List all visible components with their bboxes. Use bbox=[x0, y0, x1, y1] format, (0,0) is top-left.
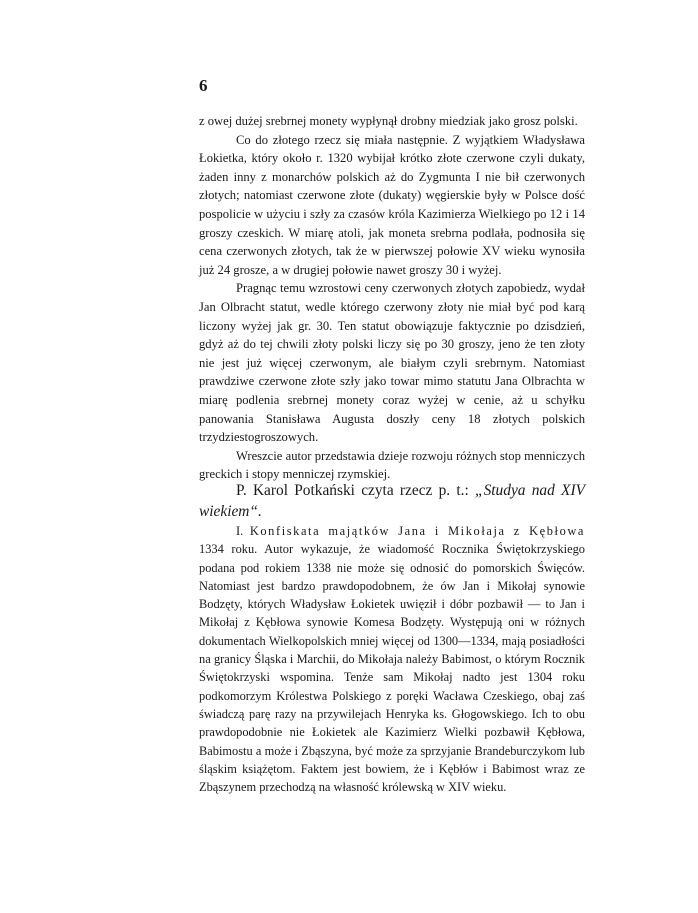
heading-title: „Studya nad XIV wiekiem“. bbox=[199, 482, 585, 520]
section-spaced-title: Konfiskata majątków Jana i Mikołaja z Kębłowa bbox=[249, 524, 586, 538]
page-number: 6 bbox=[199, 76, 208, 95]
section-body: 1334 roku. Autor wykazuje, że wiadomość Rocznika Świętokrzyskiego podana pod rokiem 1338 nie może się odnosić do pomorskich Święców. Natomiast jest bardzo prawdopodobnem, że ów Jan i Mikołaj synowie Bodzęty, których Władysław Łokietek uwięził i dóbr pozbawił — to Jan i Mikołaj z Kębłowa synowie Komesa Bodzęty. Występują oni w różnych dokumentach Wielkopolskich mniej więcej od 1300—1334, mają posiadłości na granicy Śląska i Marchii, do Mikołaja należy Babimost, o którym Rocznik Świętokrzyski wspomina. Tenże sam Mikołaj nadto jest 1304 roku podkomorzym Królestwa Polskiego z poręki Wacława Czeskiego, obaj zaś świadczą parę razy na przywilejach Henryka ks. Głogowskiego. Ich to obu prawdopodobnie nie Łokietek ale Kazimierz Wielki pozbawił Kębłowa, Babimostu a może i Zbąszyna, być może za sprzyjanie Brandeburczykom lub śląskim książętom. Faktem jest bowiem, że i Kębłów i Babimost wraz ze Zbąszynem przechodzą na własność królewską w XIV wieku. bbox=[199, 542, 585, 795]
section-text bbox=[199, 522, 585, 796]
section-numeral: I. bbox=[236, 524, 250, 538]
paragraph-olbracht-statute: Pragnąc temu wzrostowi ceny czerwonych złotych zapobiedz, wydał Jan Olbracht statut, wedle którego czerwony złoty nie miał być pod karą liczony wyżej jak gr. 30. Ten statut obowiązuje faktycznie po dzisdzień, gdyż aż do tej chwili złoty polski liczy się po 30 groszy, jeno że ten złoty nie jest już więcej czerwonym, ale białym czyli srebrnym. Natomiast prawdziwe czerwone złote szły jako towar mimo statutu Jana Olbrachta w miarę podlenia srebrnej monety coraz wyżej w cenie, aż u schyłku panowania Stanisława Augusta doszły ceny 18 złotych polskich trzydziestogroszowych. bbox=[199, 281, 585, 445]
heading-lead: P. Karol Potkański czyta rzecz p. t.: bbox=[236, 482, 476, 499]
paragraph-conclusion: Wreszcie autor przedstawia dzieje rozwoju różnych stop menniczych greckich i stopy menniczej rzymskiej. bbox=[199, 448, 585, 482]
lecture-heading bbox=[199, 480, 585, 522]
paragraph-gold-coin: Co do złotego rzecz się miała następnie. Z wyjątkiem Władysława Łokietka, który około r. 1320 wybijał krótko złote czerwone czyli dukaty, żaden inny z monarchów polskich aż do Zygmunta I nie bił czerwonych złotych; natomiast czerwone złote (dukaty) węgierskie były w Polsce dość pospolicie w użyciu i szły za czasów króla Kazimierza Wielkiego po 12 i 14 groszy czeskich. W miarę atoli, jak moneta srebrna podlała, podnosiła się cena czerwonych złotych, tak że w pierwszej połowie XV wieku wynosiła już 24 grosze, a w drugiej połowie nawet groszy 30 i wyżej. bbox=[199, 132, 585, 277]
body-text bbox=[199, 112, 585, 484]
paragraph-continuation: z owej dużej srebrnej monety wypłynął drobny miedziak jako grosz polski. bbox=[199, 114, 578, 128]
